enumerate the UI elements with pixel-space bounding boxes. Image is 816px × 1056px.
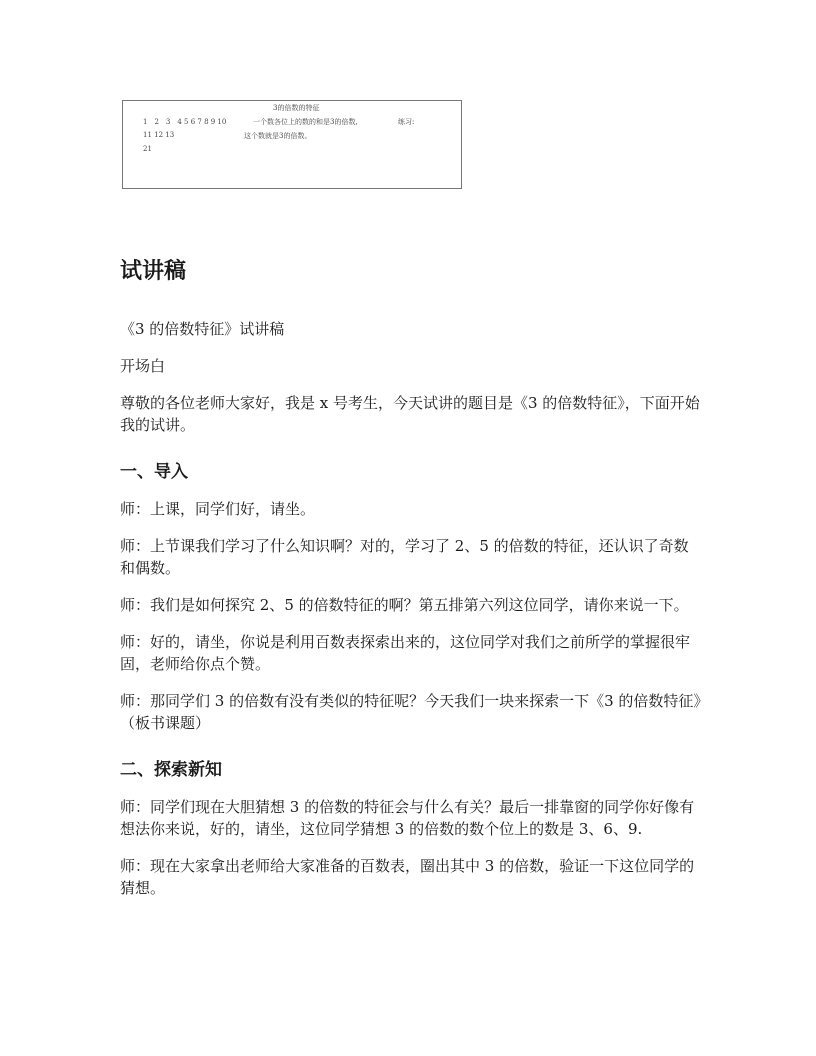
document-body: [120, 258, 702, 914]
paragraph: 师：好的，请坐，你说是利用百数表探索出来的，这位同学对我们之前所学的掌握很牢固，老师给你点个赞。: [120, 633, 691, 673]
document-title: 试讲稿: [120, 259, 187, 284]
section-heading-intro: 一、导入: [120, 462, 188, 482]
paragraph: 师：现在大家拿出老师给大家准备的百数表，圈出其中 3 的倍数，验证一下这位同学的猜想。: [120, 857, 695, 897]
blackboard-figure: [122, 100, 462, 189]
paragraph: 师：上课，同学们好，请坐。: [120, 500, 316, 518]
board-conclusion-1: 一个数各位上的数的和是3的倍数,: [253, 118, 358, 126]
paragraph: 师：那同学们 3 的倍数有没有类似的特征呢？今天我们一块来探索一下《3 的倍数特征》（板书课题）: [120, 692, 701, 732]
opening-paragraph: 尊敬的各位老师大家好，我是 x 号考生，今天试讲的题目是《3 的倍数特征》，下面开始我的试讲。: [120, 394, 700, 434]
section-heading-explore: 二、探索新知: [120, 760, 222, 780]
paragraph: 师：同学们现在大胆猜想 3 的倍数的特征会与什么有关？最后一排靠窗的同学你好像有想法你来说，好的，请坐，这位同学猜想 3 的倍数的数个位上的数是 3、6、9.: [120, 798, 695, 838]
board-title: 3的倍数的特征: [273, 104, 320, 112]
board-row-3: 21: [143, 145, 152, 153]
paragraph: 师：我们是如何探究 2、5 的倍数特征的啊？第五排第六列这位同学，请你来说一下。: [120, 596, 689, 614]
board-practice: 练习:: [398, 118, 415, 126]
board-row-2: 11 12 13: [143, 131, 175, 139]
opening-label: 开场白: [120, 357, 166, 375]
document-subtitle: 《3 的倍数特征》试讲稿: [120, 320, 285, 338]
board-row-1: 1 2 3 4 5 6 7 8 9 10: [143, 118, 227, 126]
board-conclusion-2: 这个数就是3的倍数。: [244, 132, 312, 140]
paragraph: 师：上节课我们学习了什么知识啊？对的，学习了 2、5 的倍数的特征，还认识了奇数和偶数。: [120, 537, 689, 577]
